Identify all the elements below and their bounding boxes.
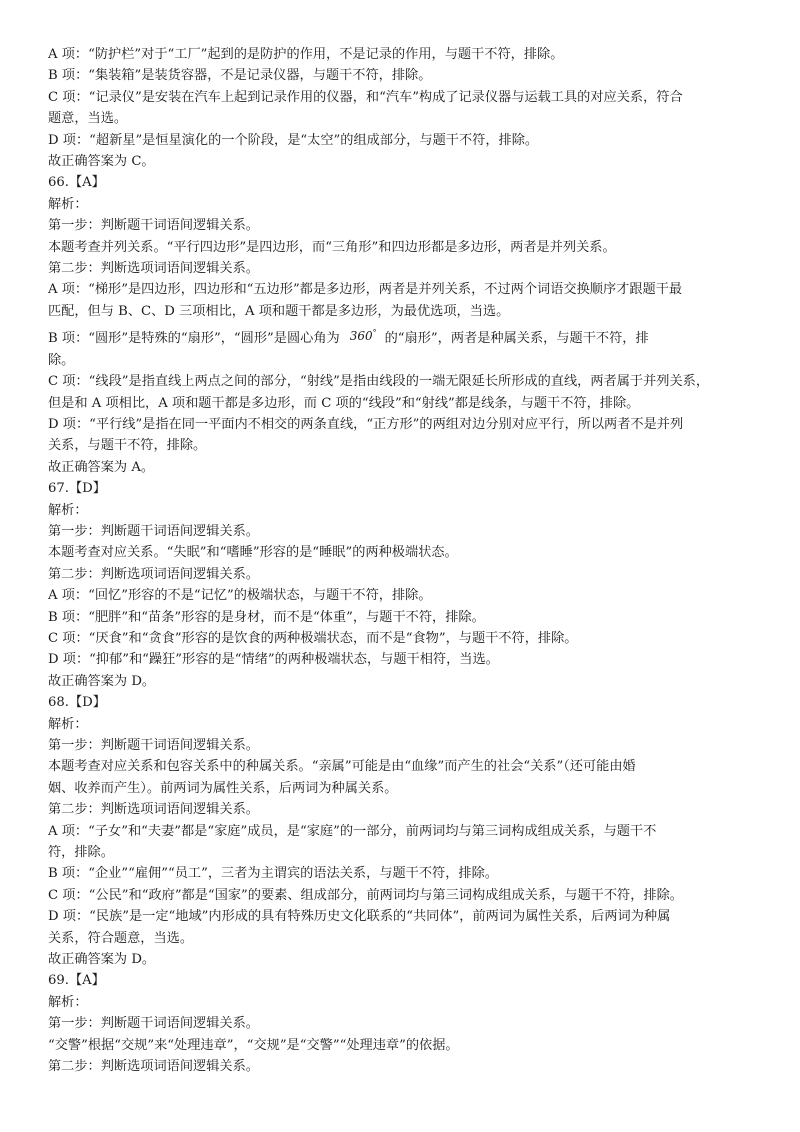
q68-step2: 第二步：判断选项词语间逻辑关系。 [48,802,259,818]
q66-step1: 第一步：判断题干词语间逻辑关系。 [48,218,259,234]
q66-step2: 第二步：判断选项词语间逻辑关系。 [48,261,259,277]
q65-option-c-cont: 题意，当选。 [48,111,128,127]
angle-value: 360 [349,329,373,344]
q68-relation: 本题考查对应关系和包容关系中的种属关系。“亲属”可能是由“血缘”而产生的社会“关系”（还可能由婚 [48,759,636,775]
q69-analysis-label: 解析： [48,994,88,1010]
q68-relation-cont: 姻、收养而产生）。前两词为属性关系，后两词为种属关系。 [48,780,398,796]
q68-option-a-cont: 符，排除。 [48,845,114,861]
q65-option-c: C 项：“记录仪”是安装在汽车上起到记录作用的仪器，和“汽车”构成了记录仪器与运载工具的对应关系，符合 [48,89,683,105]
q68-step1: 第一步：判断题干词语间逻辑关系。 [48,738,259,753]
degree-symbol: ° [372,328,377,338]
q66-option-c: C 项：“线段”是指直线上两点之间的部分，“射线”是指由线段的一端无限延长所形成的直线，两者属于并列关系， [48,374,710,390]
answer-explanation-document [48,44,760,1078]
q67-step1: 第一步：判断题干词语间逻辑关系。 [48,523,259,539]
q68-option-d-cont: 关系，符合题意，当选。 [48,930,194,946]
q67-option-a: A 项：“回忆”形容的不是“记忆”的极端状态，与题干不符，排除。 [48,588,432,604]
q67-analysis-label: 解析： [48,502,88,518]
q65-option-a: A 项：“防护栏”对于“工厂”起到的是防护的作用，不是记录的作用，与题干不符，排除。 [48,47,564,62]
q66-option-c-cont: 但是和 A 项相比，A 项和题干都是多边形，而 C 项的“线段”和“射线”都是线条，与题干不符，排除。 [48,395,640,411]
q65-option-d: D 项：“超新星”是恒星演化的一个阶段，是“太空”的组成部分，与题干不符，排除。 [48,132,539,148]
q67-option-b: B 项：“肥胖”和“苗条”形容的是身材，而不是“体重”，与题干不符，排除。 [48,609,485,625]
q68-option-c: C 项：“公民”和“政府”都是“国家”的要素、组成部分，前两词均与第三词构成组成关系，与题干不符，排除。 [48,887,683,903]
q67-answer: 故正确答案为 D。 [48,673,156,689]
q66-analysis-label: 解析： [48,196,88,212]
q66-option-b [48,322,760,349]
q65-answer: 故正确答案为 C。 [48,154,155,170]
q66-option-d-cont: 关系，与题干不符，排除。 [48,438,207,454]
q67-heading: 67.【D】 [48,481,106,497]
q66-option-a: A 项：“梯形”是四边形，四边形和“五边形”都是多边形，两者是并列关系，不过两个词语交换顺序才跟题干最 [48,282,683,298]
q69-step1: 第一步：判断题干词语间逻辑关系。 [48,1016,259,1032]
q68-option-a: A 项：“子女”和“夫妻”都是“家庭”成员，是“家庭”的一部分，前两词均与第三词构成组成关系，与题干不 [48,823,657,839]
q66-option-a-cont: 匹配，但与 B、C、D 三项相比，A 项和题干都是多边形，为最优选项，当选。 [48,303,510,319]
q66-heading: 66.【A】 [48,175,105,191]
q66-option-b-pre: B 项：“圆形”是特殊的“扇形”，“圆形”是圆心角为 [48,331,340,347]
q68-option-d: D 项：“民族”是一定“地域”内形成的具有特殊历史文化联系的“共同体”，前两词为属性关系，后两词为种属 [48,909,671,925]
angle-360-formula [350,322,377,347]
q67-option-d: D 项：“抑郁”和“躁狂”形容的是“情绪”的两种极端状态，与题干相符，当选。 [48,652,499,668]
q68-answer: 故正确答案为 D。 [48,952,156,968]
q65-option-b: B 项：“集装箱”是装货容器，不是记录仪器，与题干不符，排除。 [48,68,432,84]
q67-step2: 第二步：判断选项词语间逻辑关系。 [48,566,259,582]
q69-relation: “交警”根据“交规”来“处理违章”，“交规”是“交警”“处理违章”的依据。 [48,1037,459,1053]
q69-heading: 69.【A】 [48,973,105,989]
q68-analysis-label: 解析： [48,716,88,732]
q66-option-b-post: 的“扇形”，两者是种属关系，与题干不符，排 [384,331,649,347]
q68-option-b: B 项：“企业”“雇佣”“员工”，三者为主谓宾的语法关系，与题干不符，排除。 [48,866,498,882]
q66-relation: 本题考查并列关系。“平行四边形”是四边形，而“三角形”和四边形都是多边形，两者是并列关系。 [48,239,616,255]
q66-option-d: D 项：“平行线”是指在同一平面内不相交的两条直线，“正方形”的两组对边分别对应平行，所以两者不是并列 [48,416,684,432]
q67-relation: 本题考查对应关系。“失眠”和“嗜睡”形容的是“睡眠”的两种极端状态。 [48,545,458,561]
q67-option-c: C 项：“厌食”和“贪食”形容的是饮食的两种极端状态，而不是“食物”，与题干不符，排除。 [48,630,578,646]
q68-heading: 68.【D】 [48,695,106,711]
q66-option-b-cont: 除。 [48,352,75,368]
q66-answer: 故正确答案为 A。 [48,459,155,475]
q69-step2: 第二步：判断选项词语间逻辑关系。 [48,1059,259,1075]
